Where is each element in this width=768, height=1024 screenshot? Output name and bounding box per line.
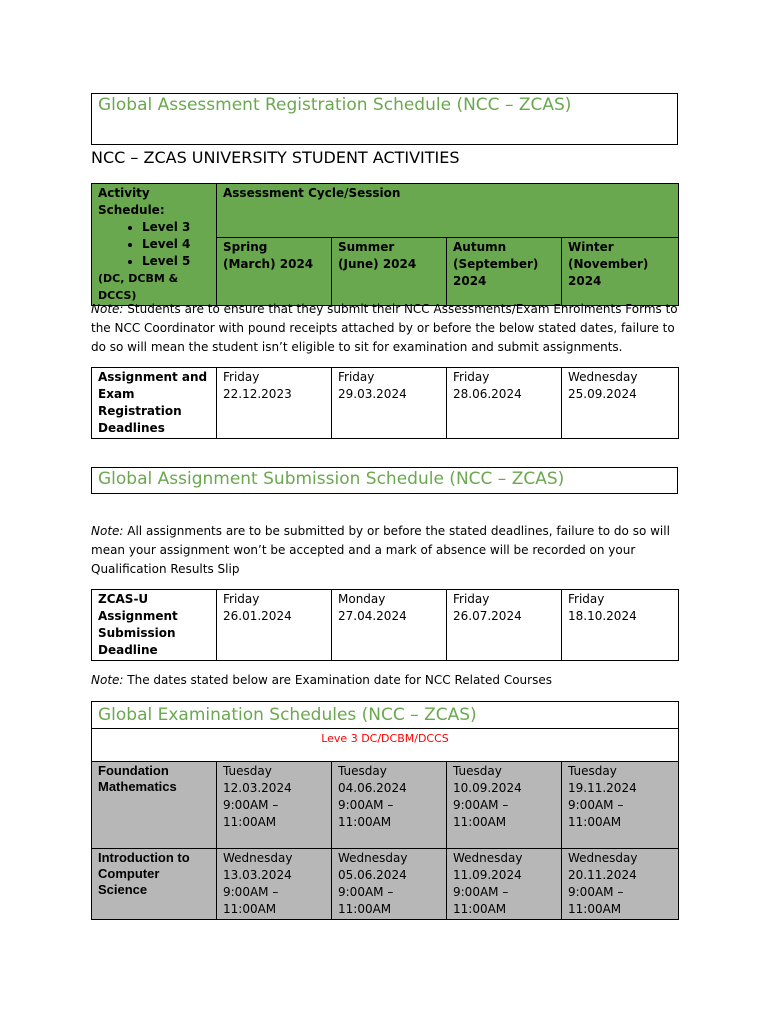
session-period: (September) 2024 bbox=[453, 257, 539, 288]
session-period: (March) 2024 bbox=[223, 257, 314, 271]
exam-slot bbox=[332, 849, 447, 920]
exam-date: 19.11.2024 bbox=[568, 781, 637, 795]
deadline-date: 27.04.2024 bbox=[338, 609, 407, 623]
exam-date: 13.03.2024 bbox=[223, 868, 292, 882]
deadline-cell bbox=[447, 368, 562, 439]
exam-slot bbox=[447, 849, 562, 920]
note-prefix: Note: bbox=[91, 524, 124, 538]
exam-time: 9:00AM – 11:00AM bbox=[223, 798, 279, 829]
exam-date: 12.03.2024 bbox=[223, 781, 292, 795]
exam-date: 11.09.2024 bbox=[453, 868, 522, 882]
exam-date: 04.06.2024 bbox=[338, 781, 407, 795]
deadline-cell bbox=[217, 368, 332, 439]
cycle-label-cell: Assessment Cycle/Session bbox=[217, 184, 679, 238]
exam-day: Tuesday bbox=[223, 764, 272, 778]
session-name: Winter bbox=[568, 240, 614, 254]
session-period: (November) 2024 bbox=[568, 257, 649, 288]
exam-title: Global Examination Schedules (NCC – ZCAS) bbox=[92, 702, 679, 729]
deadline-day: Friday bbox=[568, 592, 605, 606]
exam-slot bbox=[332, 762, 447, 849]
deadline-date: 25.09.2024 bbox=[568, 387, 637, 401]
exam-slot bbox=[217, 762, 332, 849]
submission-note bbox=[91, 522, 681, 579]
deadline-date: 22.12.2023 bbox=[223, 387, 292, 401]
activity-label-cell bbox=[92, 184, 217, 306]
session-cell bbox=[447, 238, 562, 306]
submission-title-text: Global Assignment Submission Schedule (NCC – ZCAS) bbox=[98, 469, 565, 489]
deadline-cell bbox=[562, 368, 679, 439]
exam-date: 10.09.2024 bbox=[453, 781, 522, 795]
programmes-label: (DC, DCBM & DCCS) bbox=[98, 272, 179, 302]
exam-time: 9:00AM – 11:00AM bbox=[338, 798, 394, 829]
exam-time: 9:00AM – 11:00AM bbox=[223, 885, 279, 916]
exam-note bbox=[91, 671, 681, 690]
exam-schedule-table bbox=[91, 701, 679, 920]
level-item: • Level 5 bbox=[142, 253, 210, 270]
deadline-date: 26.07.2024 bbox=[453, 609, 522, 623]
note-text: Students are to ensure that they submit their NCC Assessments/Exam Enrolments Forms to the NCC Coordinator with pound receipts attached by or before the below stated dates, failure to do so will mean the student isn’t eligible to sit for examination and submit assignments. bbox=[91, 302, 678, 354]
deadline-day: Friday bbox=[338, 370, 375, 384]
note-prefix: Note: bbox=[91, 302, 124, 316]
exam-slot bbox=[562, 762, 679, 849]
deadline-date: 28.06.2024 bbox=[453, 387, 522, 401]
exam-time: 9:00AM – 11:00AM bbox=[338, 885, 394, 916]
page-heading: NCC – ZCAS UNIVERSITY STUDENT ACTIVITIES bbox=[91, 148, 460, 167]
deadline-day: Friday bbox=[453, 370, 490, 384]
exam-date: 20.11.2024 bbox=[568, 868, 637, 882]
deadline-label: Assignment and Exam Registration Deadlines bbox=[92, 368, 217, 439]
exam-time: 9:00AM – 11:00AM bbox=[568, 885, 624, 916]
deadline-date: 26.01.2024 bbox=[223, 609, 292, 623]
exam-day: Tuesday bbox=[568, 764, 617, 778]
registration-note bbox=[91, 300, 681, 357]
exam-slot bbox=[217, 849, 332, 920]
deadline-cell bbox=[332, 368, 447, 439]
exam-subject: Introduction to Computer Science bbox=[92, 849, 217, 920]
submission-schedule-title bbox=[91, 467, 678, 494]
session-name: Summer bbox=[338, 240, 395, 254]
levels-list bbox=[98, 219, 210, 270]
registration-schedule-title bbox=[91, 93, 678, 145]
note-text: The dates stated below are Examination date for NCC Related Courses bbox=[123, 673, 552, 687]
submission-deadlines-table bbox=[91, 589, 679, 661]
activity-schedule-table bbox=[91, 183, 679, 306]
exam-day: Wednesday bbox=[453, 851, 523, 865]
note-text: All assignments are to be submitted by or before the stated deadlines, failure to do so will mean your assignment won’t be accepted and a mark of absence will be recorded on your Qualification Results Slip bbox=[91, 524, 670, 576]
registration-title-text: Global Assessment Registration Schedule (NCC – ZCAS) bbox=[98, 95, 572, 115]
exam-time: 9:00AM – 11:00AM bbox=[453, 885, 509, 916]
deadline-cell bbox=[562, 590, 679, 661]
deadline-date: 29.03.2024 bbox=[338, 387, 407, 401]
exam-slot bbox=[562, 849, 679, 920]
exam-subject: Foundation Mathematics bbox=[92, 762, 217, 849]
exam-time: 9:00AM – 11:00AM bbox=[568, 798, 624, 829]
deadline-day: Wednesday bbox=[568, 370, 638, 384]
exam-slot bbox=[447, 762, 562, 849]
deadline-cell bbox=[447, 590, 562, 661]
session-cell bbox=[217, 238, 332, 306]
level-item: • Level 4 bbox=[142, 236, 210, 253]
session-cell bbox=[562, 238, 679, 306]
deadline-day: Monday bbox=[338, 592, 386, 606]
session-period: (June) 2024 bbox=[338, 257, 417, 271]
deadline-cell bbox=[217, 590, 332, 661]
deadline-day: Friday bbox=[223, 592, 260, 606]
submission-label: ZCAS-U Assignment Submission Deadline bbox=[92, 590, 217, 661]
note-prefix: Note: bbox=[91, 673, 124, 687]
session-name: Spring bbox=[223, 240, 268, 254]
deadline-day: Friday bbox=[453, 592, 490, 606]
session-name: Autumn bbox=[453, 240, 507, 254]
registration-deadlines-table bbox=[91, 367, 679, 439]
exam-day: Wednesday bbox=[568, 851, 638, 865]
exam-time: 9:00AM – 11:00AM bbox=[453, 798, 509, 829]
deadline-date: 18.10.2024 bbox=[568, 609, 637, 623]
session-cell bbox=[332, 238, 447, 306]
exam-day: Tuesday bbox=[453, 764, 502, 778]
exam-day: Wednesday bbox=[338, 851, 408, 865]
exam-day: Wednesday bbox=[223, 851, 293, 865]
deadline-day: Friday bbox=[223, 370, 260, 384]
exam-day: Tuesday bbox=[338, 764, 387, 778]
exam-level-line: Leve 3 DC/DCBM/DCCS bbox=[92, 729, 679, 762]
exam-date: 05.06.2024 bbox=[338, 868, 407, 882]
deadline-cell bbox=[332, 590, 447, 661]
level-item: • Level 3 bbox=[142, 219, 210, 236]
activity-label: Activity Schedule: bbox=[98, 186, 165, 217]
